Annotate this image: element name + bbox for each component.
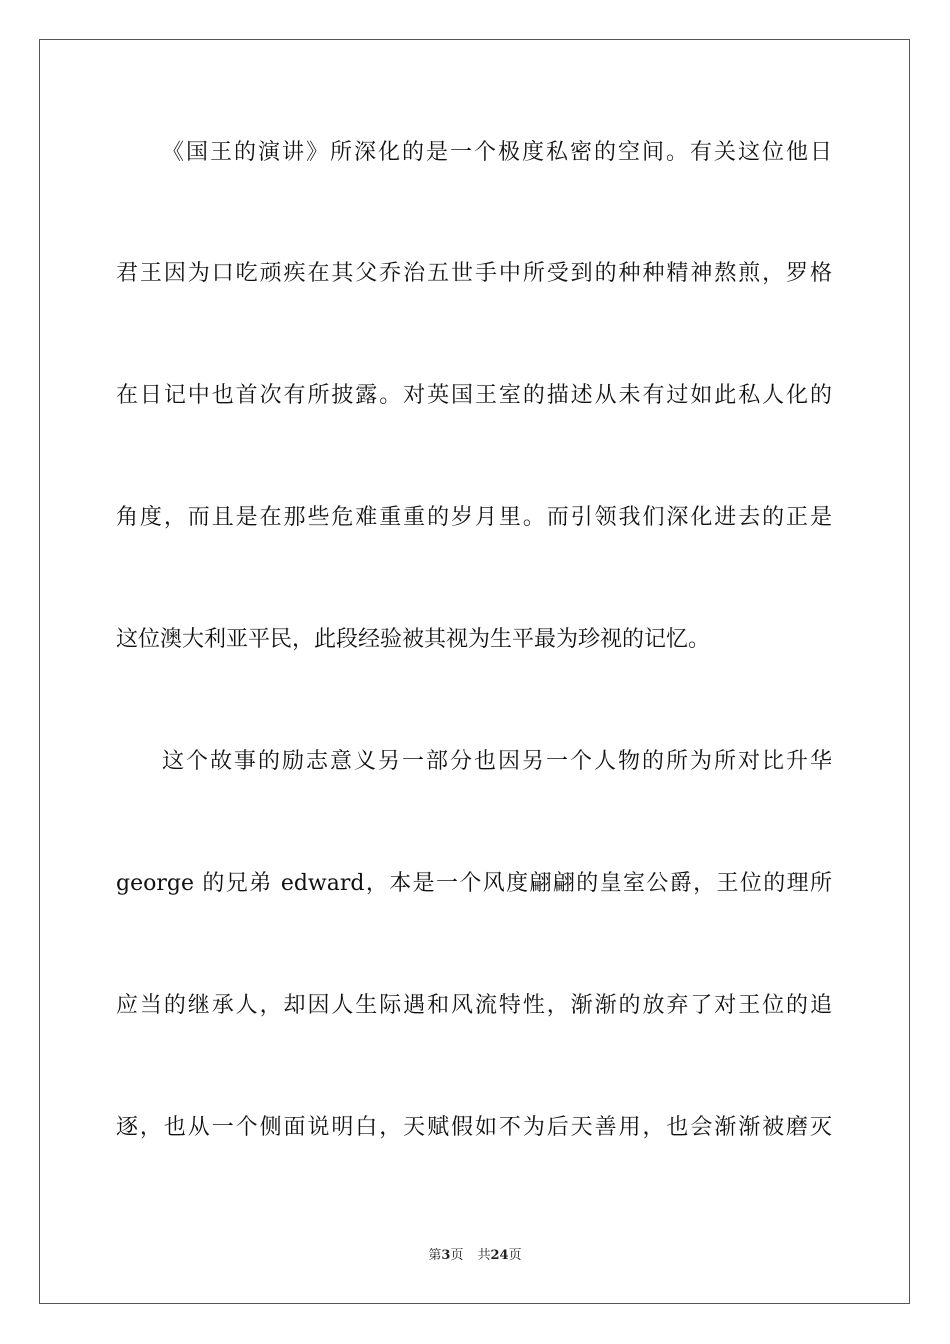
paragraph-1-line-5: 这位澳大利亚平民，此段经验被其视为生平最为珍视的记忆。 bbox=[116, 627, 711, 652]
page-suffix: 页 bbox=[450, 1248, 464, 1263]
paragraph-1-line-3: 在日记中也首次有所披露。对英国王室的描述从未有过如此私人化的 bbox=[116, 383, 832, 408]
paragraph-1-line-4: 角度，而且是在那些危难重重的岁月里。而引领我们深化进去的正是 bbox=[116, 505, 832, 530]
total-pages: 24 bbox=[490, 1248, 509, 1263]
paragraph-2-line-4: 逐，也从一个侧面说明白，天赋假如不为后天善用，也会渐渐被磨灭 bbox=[116, 1115, 832, 1140]
page-number: 3 bbox=[441, 1248, 451, 1263]
page-footer bbox=[0, 1247, 950, 1265]
paragraph-2-line-1: 这个故事的励志意义另一部分也因另一个人物的所为所对比升华 bbox=[162, 749, 832, 774]
paragraph-1-line-2: 君王因为口吃顽疾在其父乔治五世手中所受到的种种精神熬煎，罗格 bbox=[116, 261, 832, 286]
paragraph-2-line-2: george 的兄弟 edward，本是一个风度翩翩的皇室公爵，王位的理所 bbox=[116, 871, 832, 896]
total-suffix: 页 bbox=[508, 1248, 522, 1263]
total-prefix: 共 bbox=[477, 1248, 491, 1263]
paragraph-1-line-1: 《国王的演讲》所深化的是一个极度私密的空间。有关这位他日 bbox=[162, 140, 832, 165]
paragraph-2-line-3: 应当的继承人，却因人生际遇和风流特性，渐渐的放弃了对王位的追 bbox=[116, 993, 832, 1018]
page-prefix: 第 bbox=[428, 1248, 442, 1263]
